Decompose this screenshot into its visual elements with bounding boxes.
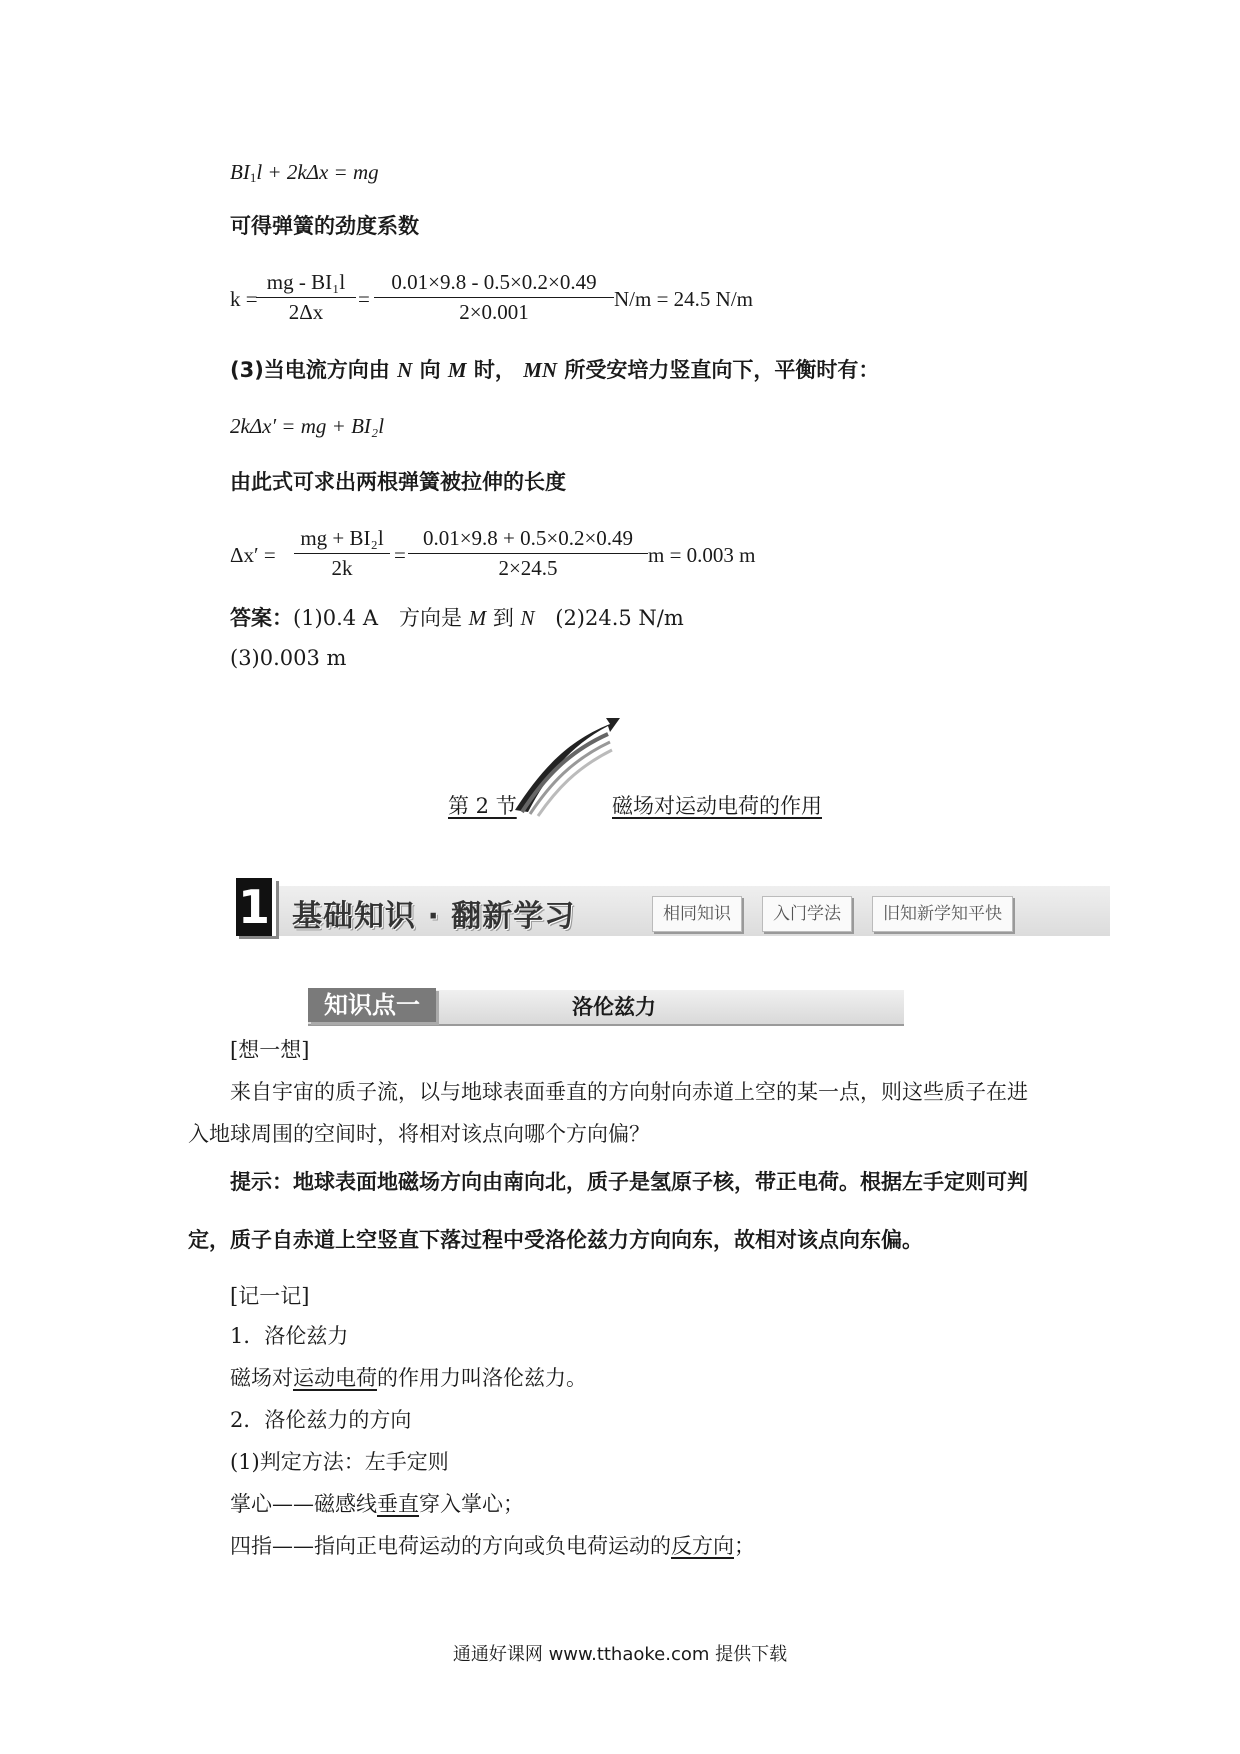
- banner-number: 1: [236, 878, 276, 936]
- remember-item-2-title: 2．洛伦兹力的方向: [230, 1408, 412, 1432]
- eq2-fraction-numeric: [374, 270, 614, 325]
- remember-fingers: 四指——指向正电荷运动的方向或负电荷运动的反方向；: [230, 1534, 755, 1558]
- eq2-fraction-symbolic: [256, 270, 356, 325]
- banner-tag-2: 入门学法: [762, 896, 852, 932]
- eq4-frac2-numerator: 0.01×9.8 + 0.5×0.2×0.49: [422, 526, 634, 550]
- remember-item-1-text: 磁场对运动电荷的作用力叫洛伦兹力。: [230, 1366, 587, 1390]
- think-hint-line-1: 提示：地球表面地磁场方向由南向北，质子是氢原子核，带正电荷。根据左手定则可判: [230, 1170, 1028, 1194]
- eq2-frac1-numerator: mg - BI₁l: [266, 270, 346, 294]
- eq4-equals: =: [394, 543, 406, 567]
- knowledge-point-title: 洛伦兹力: [572, 995, 656, 1019]
- swoosh-arrow-icon: [510, 712, 620, 822]
- eq4-lhs: Δx′ =: [230, 543, 276, 567]
- think-question-line-2: 入地球周围的空间时，将相对该点向哪个方向偏？: [188, 1122, 650, 1146]
- eq4-fraction-numeric: [408, 526, 648, 581]
- paragraph-stretch-length: 由此式可求出两根弹簧被拉伸的长度: [230, 470, 566, 494]
- eq2-lhs: k =: [230, 287, 258, 311]
- think-hint-line-2: 定，质子自赤道上空竖直下落过程中受洛伦兹力方向向东，故相对该点向东偏。: [188, 1228, 923, 1252]
- eq2-frac2-denominator: 2×0.001: [459, 300, 529, 324]
- eq4-result: m = 0.003 m: [648, 543, 756, 567]
- section-number: 第 2 节: [448, 794, 517, 818]
- think-question-line-1: 来自宇宙的质子流，以与地球表面垂直的方向射向赤道上空的某一点，则这些质子在进: [230, 1080, 1028, 1104]
- remember-item-1-title: 1．洛伦兹力: [230, 1324, 349, 1348]
- paragraph-current-reversed: (3)当电流方向由 N 向 M 时， MN 所受安培力竖直向下，平衡时有：: [230, 358, 880, 382]
- eq4-frac1-denominator: 2k: [331, 556, 353, 580]
- equation-balance-reversed: 2kΔx′ = mg + BI₂l: [230, 414, 385, 438]
- banner-title: 基础知识 · 翻新学习: [292, 899, 576, 934]
- remember-method: (1)判定方法：左手定则: [230, 1450, 449, 1474]
- page-footer: 通通好课网 www.tthaoke.com 提供下载: [452, 1644, 788, 1665]
- equation-force-balance: $BI_1l + 2k\Delta x$ = mg: [230, 160, 379, 185]
- eq2-result: N/m = 24.5 N/m: [614, 287, 754, 311]
- section-title: 磁场对运动电荷的作用: [612, 794, 822, 818]
- banner-tag-1: 相同知识: [652, 896, 742, 932]
- remember-palm: 掌心——磁感线垂直穿入掌心；: [230, 1492, 524, 1516]
- remember-heading: [记一记]: [230, 1284, 310, 1308]
- answer-line-1: 答案：(1)0.4 A 方向是 M 到 N (2)24.5 N/m: [230, 606, 684, 630]
- knowledge-point-label: 知识点一: [308, 988, 436, 1022]
- think-heading: [想一想]: [230, 1038, 310, 1062]
- eq2-equals: =: [358, 287, 370, 311]
- eq2-frac2-numerator: 0.01×9.8 - 0.5×0.2×0.49: [391, 270, 597, 294]
- answer-line-2: (3)0.003 m: [230, 646, 347, 670]
- banner-tag-3: 旧知新学知平快: [872, 896, 1013, 932]
- eq4-fraction-symbolic: [294, 526, 390, 581]
- eq2-frac1-denominator: 2Δx: [288, 300, 324, 324]
- eq4-frac2-denominator: 2×24.5: [498, 556, 558, 580]
- eq4-frac1-numerator: mg + BI₂l: [300, 526, 384, 550]
- paragraph-spring-constant: 可得弹簧的劲度系数: [230, 214, 419, 238]
